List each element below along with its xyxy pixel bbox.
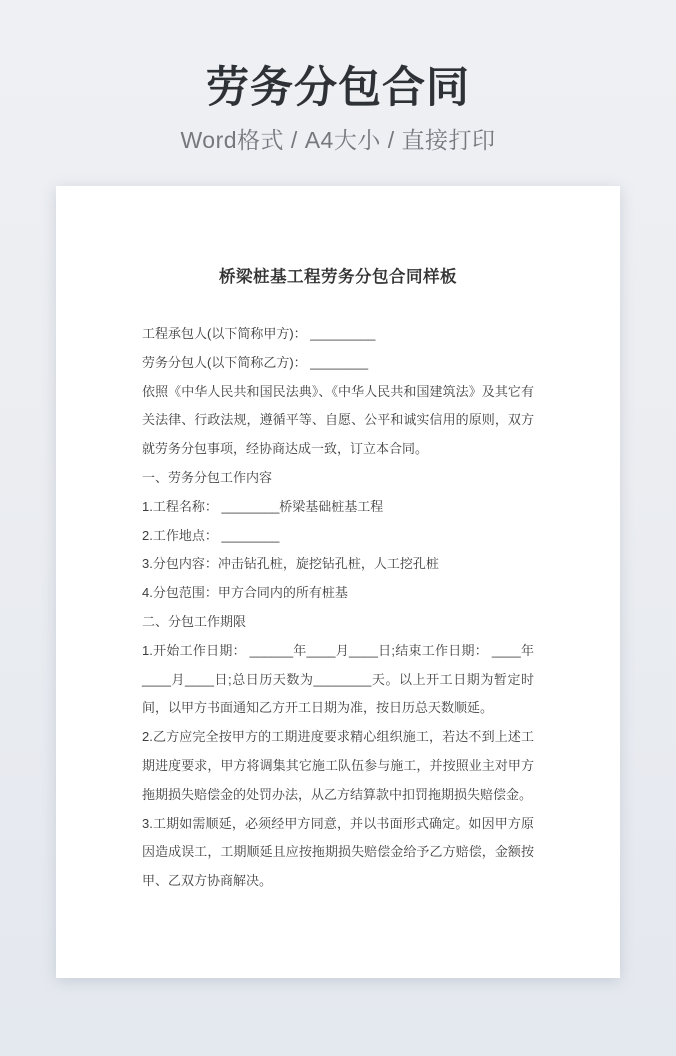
document-content bbox=[142, 186, 534, 896]
paragraph-project-name: 1.工程名称： ________桥梁基础桩基工程 bbox=[142, 498, 384, 514]
poster-subtitle: Word格式 / A4大小 / 直接打印 bbox=[180, 127, 496, 153]
section-heading-work-period: 二、分包工作期限 bbox=[142, 613, 247, 629]
paragraph-subcontract-scope: 4.分包范围：甲方合同内的所有桩基 bbox=[142, 585, 348, 601]
paragraph-preamble: 依照《中华人民共和国民法典》、《中华人民共和国建筑法》及其它有关法律、行政法规，遵循平等、自愿、公平和诚实信用的原则，双方就劳务分包事项，经协商达成一致，订立本合同。 bbox=[142, 383, 534, 457]
paragraph-schedule-requirement: 2.乙方应完全按甲方的工期进度要求精心组织施工，若达不到上述工期进度要求，甲方将调集其它施工队伍参与施工，并按照业主对甲方拖期损失赔偿金的处罚办法，从乙方结算款中扣罚拖期损失赔偿金。 bbox=[142, 729, 534, 802]
document-page bbox=[56, 186, 620, 978]
paragraph-work-location: 2.工作地点： ________ bbox=[142, 527, 280, 543]
paragraph-party-a: 工程承包人(以下简称甲方)： _________ bbox=[142, 326, 376, 341]
section-heading-work-content: 一、劳务分包工作内容 bbox=[142, 469, 273, 485]
paragraph-extension-terms: 3.工期如需顺延，必须经甲方同意，并以书面形式确定。如因甲方原因造成误工，工期顺延且应按拖期损失赔偿金给予乙方赔偿，金额按甲、乙双方协商解决。 bbox=[142, 815, 534, 889]
poster-title: 劳务分包合同 bbox=[206, 64, 470, 112]
paragraph-subcontract-content: 3.分包内容：冲击钻孔桩，旋挖钻孔桩，人工挖孔桩 bbox=[142, 556, 439, 572]
paragraph-work-dates: 1.开始工作日期： ______年____月____日;结束工作日期： ____年____月____日;总日历天数为________天。以上开工日期为暂定时间，以甲方书面通知乙方开工日期为准，按日历总天数顺延。 bbox=[142, 642, 534, 716]
paragraph-party-b: 劳务分包人(以下简称乙方)： ________ bbox=[142, 354, 369, 370]
poster-header bbox=[0, 0, 676, 155]
document-title: 桥梁桩基工程劳务分包合同样板 bbox=[219, 268, 457, 286]
